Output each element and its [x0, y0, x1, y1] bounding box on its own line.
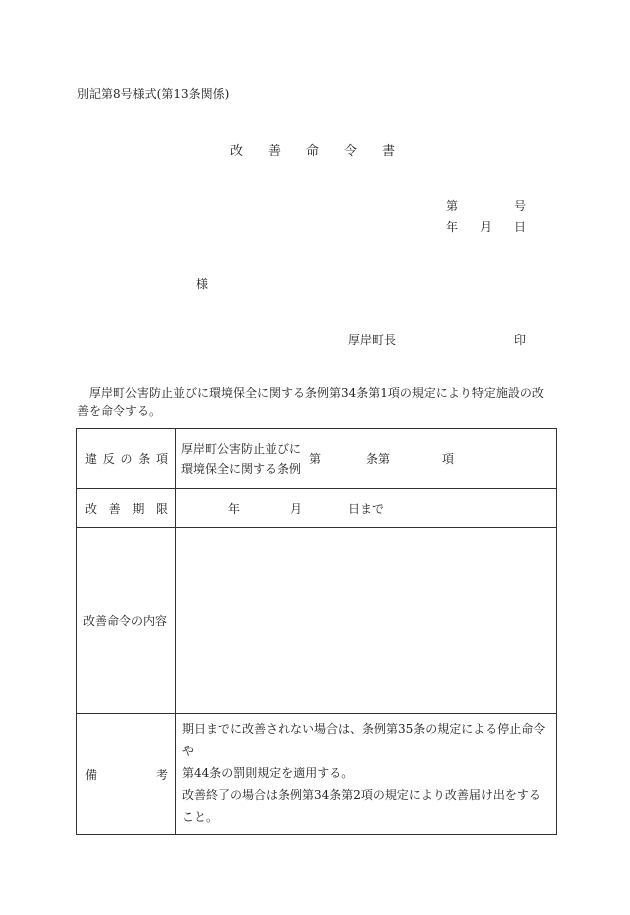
seal-mark: 印	[514, 333, 527, 347]
remarks-label	[77, 714, 176, 835]
article-suffix: 項	[442, 452, 455, 466]
form-label: 別記第8号様式(第13条関係)	[77, 87, 230, 101]
label-char: 違	[85, 452, 98, 466]
date-day: 日	[513, 220, 526, 234]
document-title	[230, 140, 420, 159]
deadline-label	[77, 489, 176, 528]
article-mid: 条第	[366, 452, 391, 466]
label-char: 考	[155, 767, 168, 782]
remarks-line: 期日までに改善されない場合は、条例第35条の規定による停止命令や	[182, 722, 546, 758]
label-char: 期	[132, 501, 145, 516]
title-char: 書	[382, 144, 396, 159]
deadline-day: 日まで	[348, 501, 385, 516]
addressee-honorific: 様	[196, 277, 209, 291]
ordinance-line: 環境保全に関する条例	[181, 461, 302, 476]
issuer-name: 厚岸町長	[348, 333, 397, 347]
number-suffix: 号	[513, 199, 526, 213]
issue-date	[446, 218, 526, 235]
deadline-year: 年	[228, 501, 241, 516]
table-row-remarks	[77, 714, 557, 835]
content-value	[176, 528, 557, 714]
ordinance-line: 厚岸町公害防止並びに	[181, 441, 302, 456]
table-row-deadline	[77, 489, 557, 528]
order-table	[76, 428, 557, 835]
ordinance-name	[176, 439, 309, 479]
number-prefix: 第	[446, 199, 459, 213]
content-label-text: 改善命令の内容	[83, 614, 168, 628]
label-char: 条	[138, 452, 151, 466]
violation-value	[176, 429, 557, 489]
title-char: 命	[306, 144, 320, 159]
body-text: 厚岸町公害防止並びに環境保全に関する条例第34条第1項の規定により特定施設の改善を命令する。	[77, 386, 544, 418]
title-char: 善	[268, 144, 282, 159]
article-prefix: 第	[309, 452, 322, 466]
title-char: 改	[230, 144, 244, 159]
remarks-line: 第44条の罰則規定を適用する。	[182, 766, 354, 780]
table-row-content	[77, 528, 557, 714]
date-year: 年	[446, 220, 459, 234]
article-reference	[309, 450, 454, 467]
remarks-value	[176, 714, 557, 835]
violation-label	[77, 429, 176, 489]
label-char: 項	[155, 452, 168, 466]
label-char: 反	[102, 452, 115, 466]
deadline-value	[176, 489, 557, 528]
title-char: 令	[344, 144, 358, 159]
label-char: 善	[108, 501, 121, 516]
label-char: の	[120, 452, 133, 466]
table-row-violation	[77, 429, 557, 489]
content-label	[77, 528, 176, 714]
label-char: 限	[155, 501, 168, 516]
deadline-month: 月	[290, 501, 303, 516]
label-char: 備	[85, 767, 98, 782]
remarks-line: 改善終了の場合は条例第34条第2項の規定により改善届け出をすること。	[182, 788, 541, 824]
label-char: 改	[85, 501, 98, 516]
document-number	[446, 197, 526, 214]
date-month: 月	[479, 220, 492, 234]
